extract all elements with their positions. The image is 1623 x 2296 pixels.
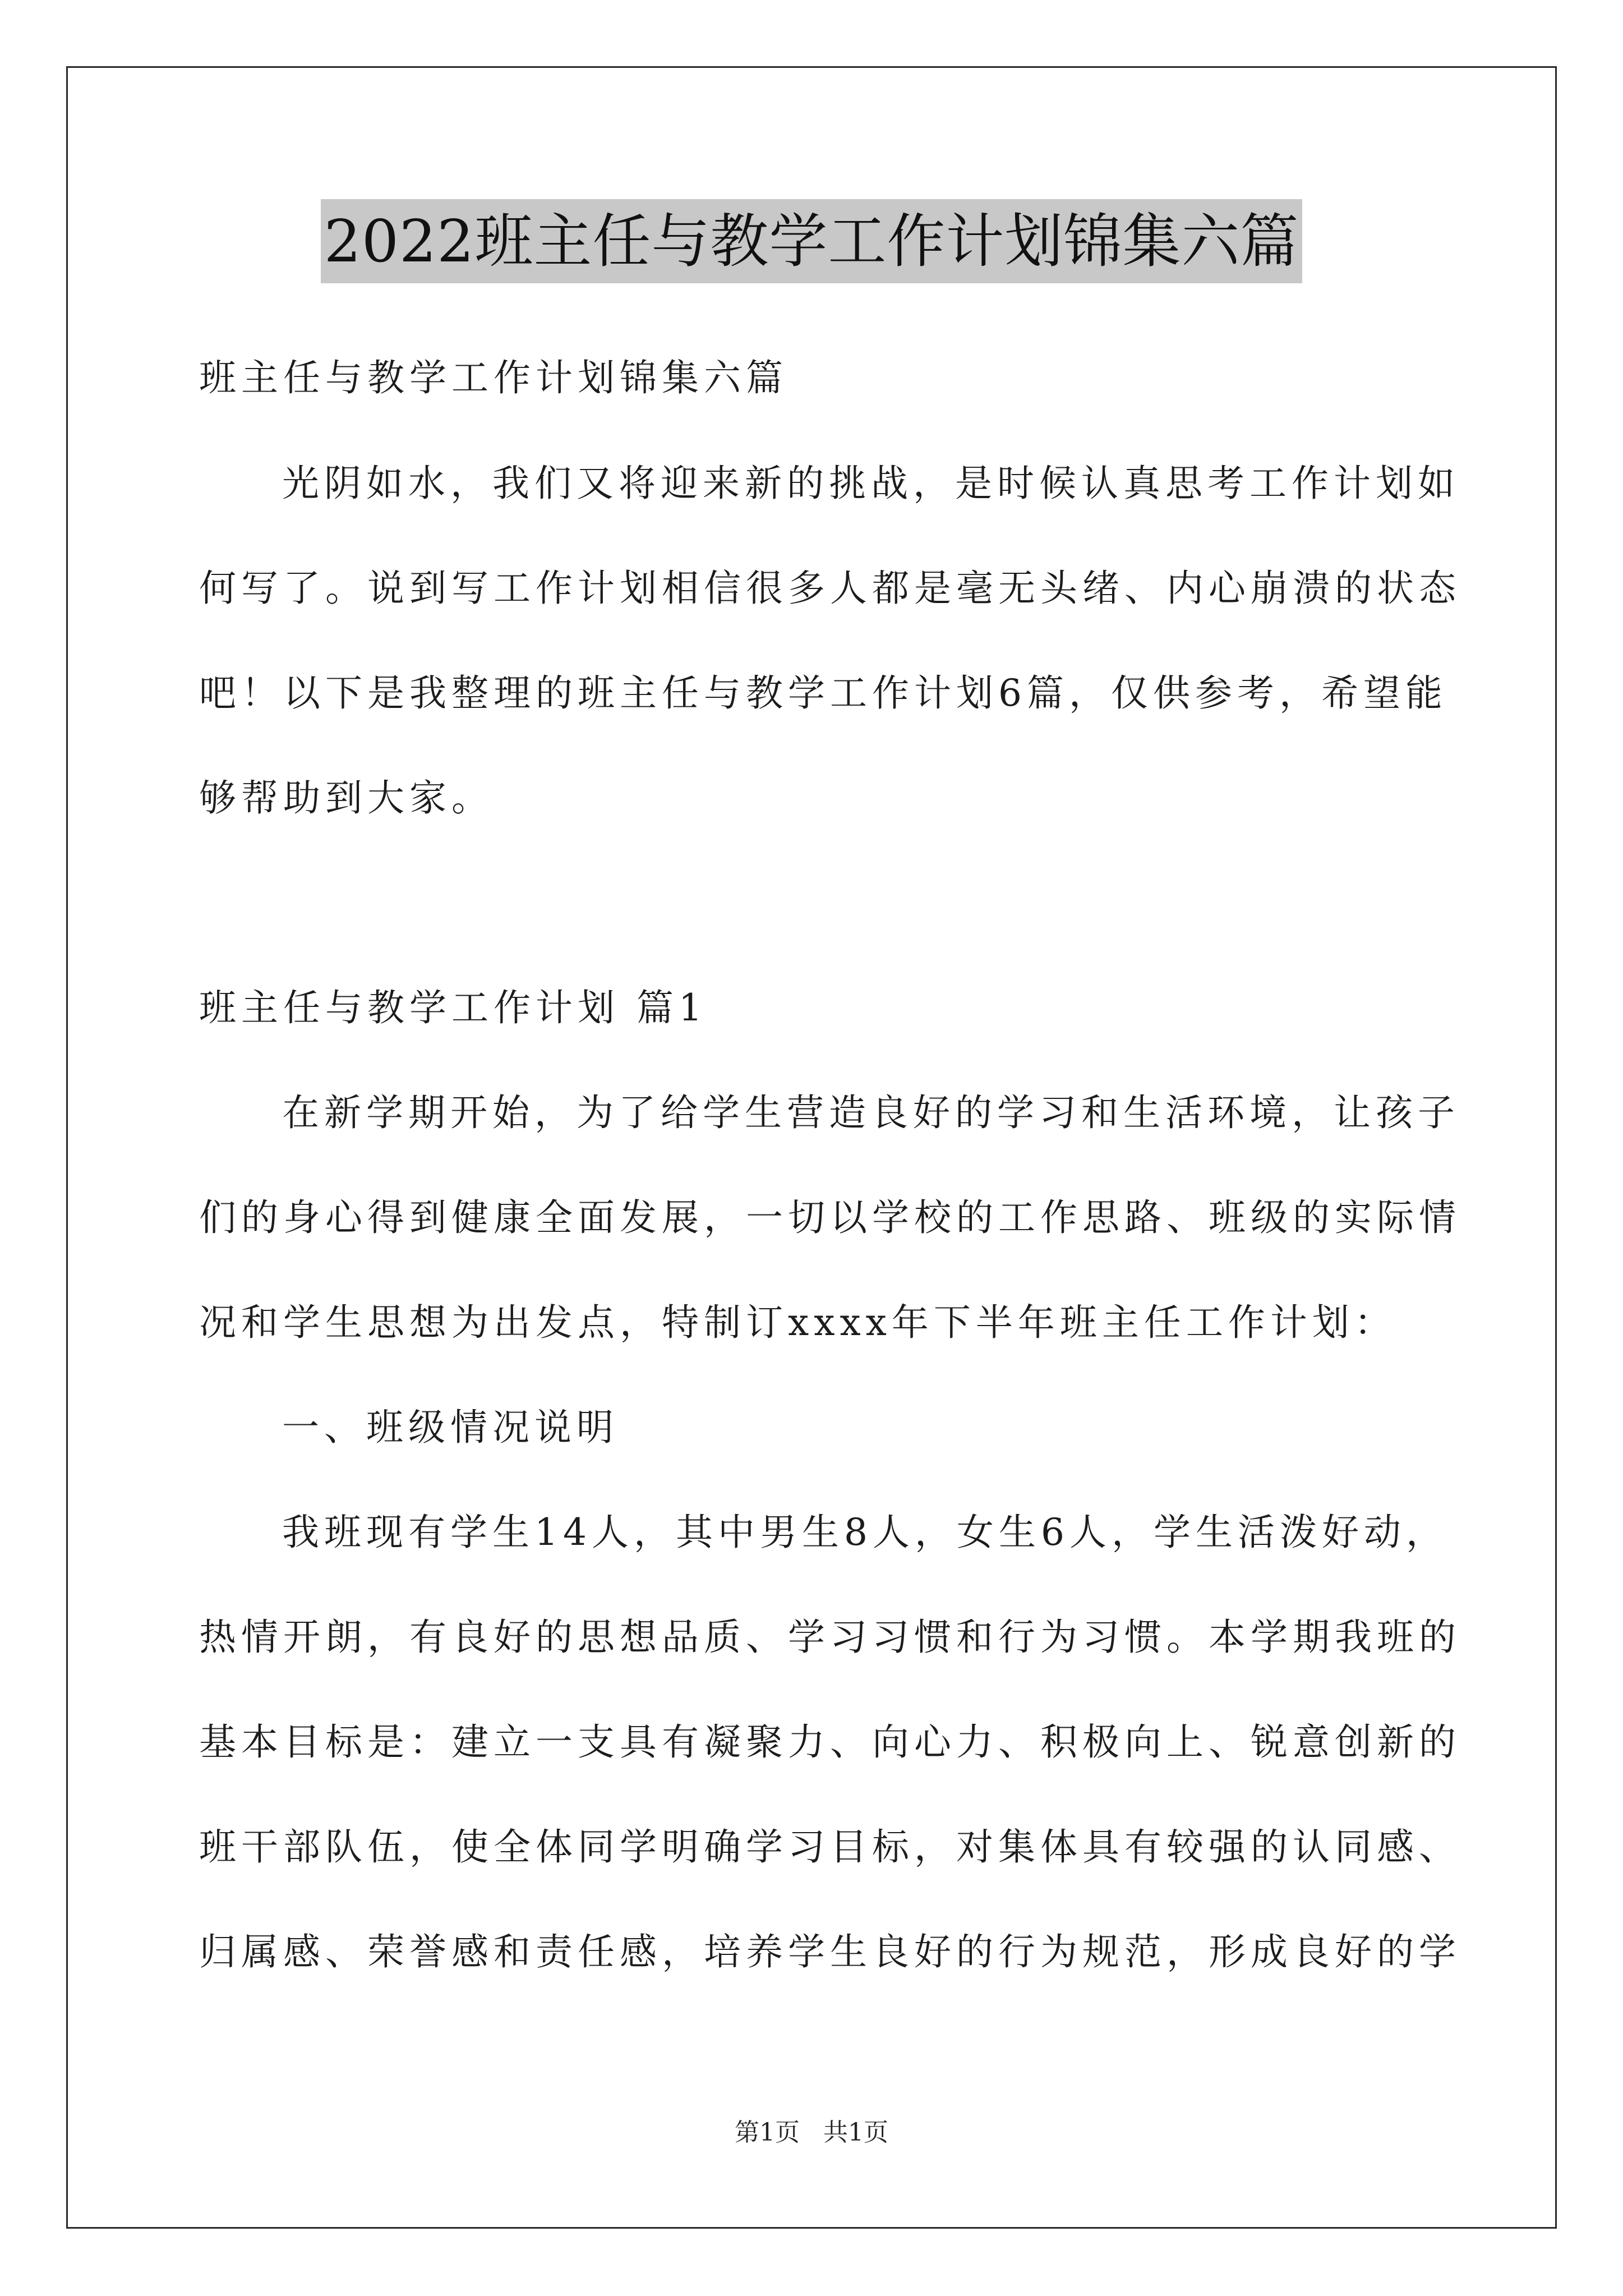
para1-line-3: 况和学生思想为出发点，特制订xxxx年下半年班主任工作计划： <box>199 1301 1396 1344</box>
para2-line-3: 基本目标是：建立一支具有凝聚力、向心力、积极向上、锐意创新的 <box>199 1720 1461 1764</box>
subtitle: 班主任与教学工作计划锦集六篇 <box>199 356 788 399</box>
page-total: 共1页 <box>823 2118 888 2147</box>
para2-line-4: 班干部队伍，使全体同学明确学习目标，对集体具有较强的认同感、 <box>199 1825 1461 1869</box>
title-container <box>0 199 1623 283</box>
para1-line-1: 在新学期开始，为了给学生营造良好的学习和生活环境，让孩子 <box>282 1091 1460 1134</box>
section-heading: 班主任与教学工作计划 篇1 <box>199 986 707 1029</box>
page-footer <box>0 2112 1623 2148</box>
intro-line-1: 光阴如水，我们又将迎来新的挑战，是时候认真思考工作计划如 <box>282 462 1460 505</box>
document-title: 2022班主任与教学工作计划锦集六篇 <box>321 199 1303 283</box>
para1-line-2: 们的身心得到健康全面发展，一切以学校的工作思路、班级的实际情 <box>199 1196 1461 1239</box>
page-number: 第1页 <box>735 2118 800 2147</box>
para2-line-2: 热情开朗，有良好的思想品质、学习习惯和行为习惯。本学期我班的 <box>199 1616 1461 1659</box>
para2-line-1: 我班现有学生14人，其中男生8人，女生6人，学生活泼好动， <box>282 1511 1448 1554</box>
intro-line-2: 何写了。说到写工作计划相信很多人都是毫无头绪、内心崩溃的状态 <box>199 567 1461 610</box>
intro-line-4: 够帮助到大家。 <box>199 776 494 820</box>
intro-line-3: 吧！以下是我整理的班主任与教学工作计划6篇，仅供参考，希望能 <box>199 671 1447 715</box>
para2-line-5: 归属感、荣誉感和责任感，培养学生良好的行为规范，形成良好的学 <box>199 1930 1461 1973</box>
subheading: 一、班级情况说明 <box>282 1406 619 1449</box>
